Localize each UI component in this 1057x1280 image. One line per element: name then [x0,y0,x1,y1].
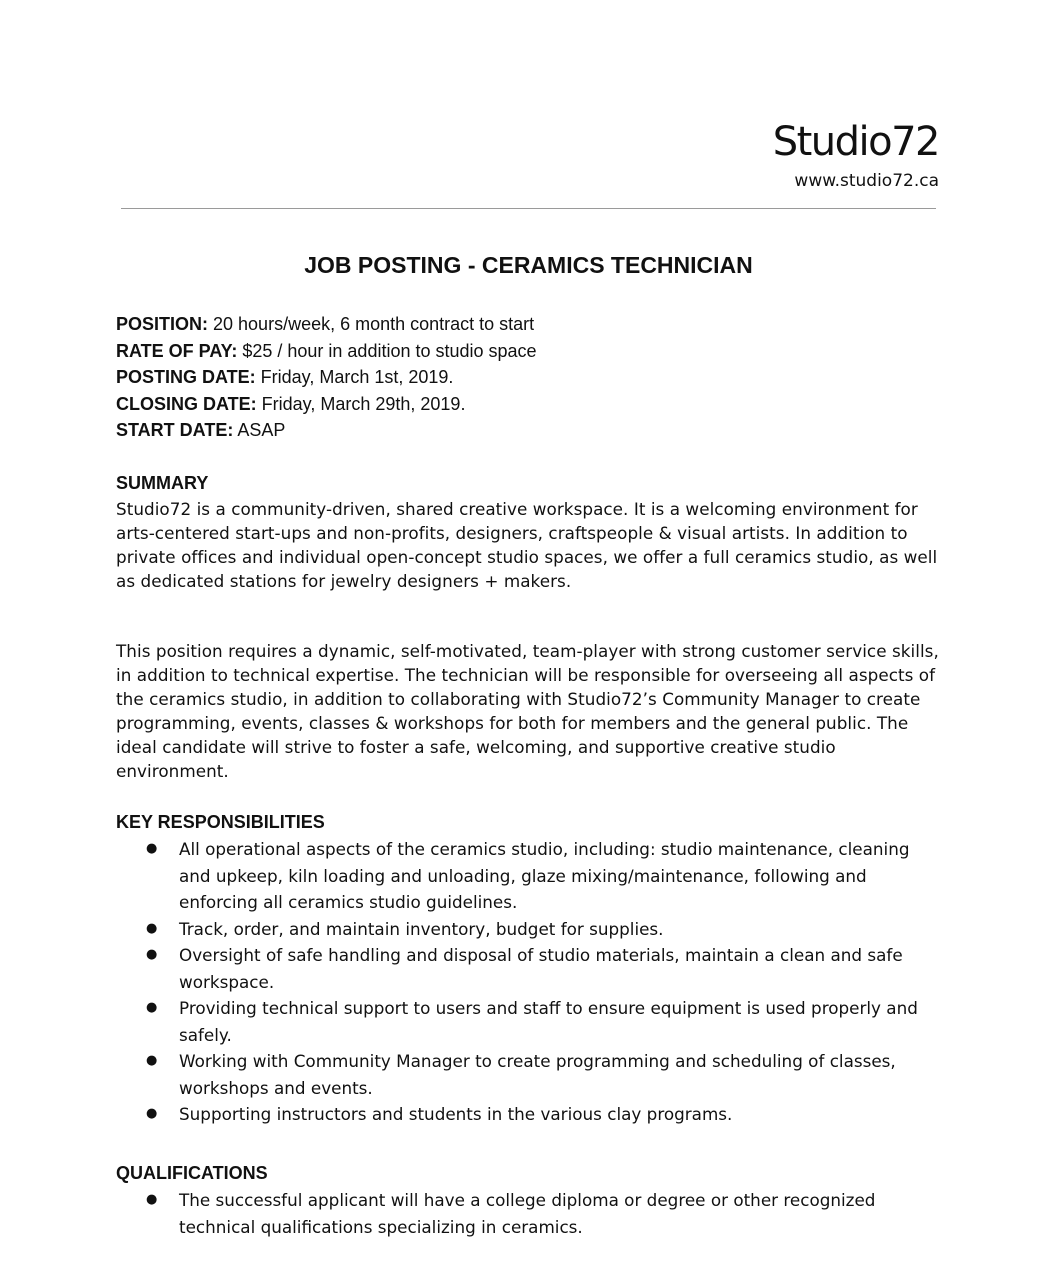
field-posting-date [116,364,537,391]
qualifications-heading: QUALIFICATIONS [116,1163,268,1183]
page-title: JOB POSTING - CERAMICS TECHNICIAN [304,252,753,278]
website-url[interactable]: www.studio72.ca [794,171,939,191]
list-item: ● Providing technical support to users and staff to ensure equipment is used properly and safely. [116,995,946,1048]
job-details [116,311,537,444]
list-item: ● The successful applicant will have a college diploma or degree or other recognized technical qualifications specializing in ceramics. [116,1187,946,1240]
qualifications-list [116,1187,946,1240]
field-start-date [116,417,537,444]
field-value: $25 / hour in addition to studio space [237,340,537,361]
field-position [116,311,537,338]
field-value: ASAP [233,420,286,440]
brand-block [773,118,939,192]
list-item: ● Track, order, and maintain inventory, budget for supplies. [116,916,946,943]
field-label: POSITION: [116,314,209,334]
list-item: ● Supporting instructors and students in the various clay programs. [116,1101,946,1128]
studio72-logo: Studio72 [772,119,939,165]
responsibilities-list [116,836,946,1128]
field-label: RATE OF PAY: [116,340,238,361]
summary-paragraph-1: Studio72 is a community-driven, shared creative workspace. It is a welcoming environment for arts-centered start-ups and non-profits, designers, craftspeople & visual artists. In addition to private offices and individual open-concept studio spaces, we offer a full ceramics studio, as well as dedicated stations for jewelry designers + makers. [116,499,938,591]
summary-heading: SUMMARY [116,473,209,493]
field-rate-of-pay [116,338,537,365]
list-item: ● Oversight of safe handling and disposal of studio materials, maintain a clean and safe workspace. [116,942,946,995]
field-label: POSTING DATE: [116,367,256,387]
list-item: ● Working with Community Manager to create programming and scheduling of classes, workshops and events. [116,1048,946,1101]
summary-paragraph-2: This position requires a dynamic, self-motivated, team-player with strong customer service skills, in addition to technical expertise. The technician will be responsible for overseeing all aspects of the ceramics studio, in addition to collaborating with Studio72’s Community Manager to create programming, events, classes & workshops for both for members and the general public. The ideal candidate will strive to foster a safe, welcoming, and supportive creative studio environment. [116,641,939,781]
field-label: START DATE: [116,420,234,440]
field-value: Friday, March 1st, 2019. [255,367,454,387]
list-item: ● All operational aspects of the ceramics studio, including: studio maintenance, cleaning and upkeep, kiln loading and unloading, glaze mixing/maintenance, following and enforcing all ceramics studio guidelines. [116,836,946,916]
field-closing-date [116,391,537,418]
responsibilities-heading: KEY RESPONSIBILITIES [116,812,325,832]
header-divider [121,208,936,209]
field-value: Friday, March 29th, 2019. [256,393,466,414]
field-value: 20 hours/week, 6 month contract to start [208,314,535,334]
field-label: CLOSING DATE: [116,393,257,414]
